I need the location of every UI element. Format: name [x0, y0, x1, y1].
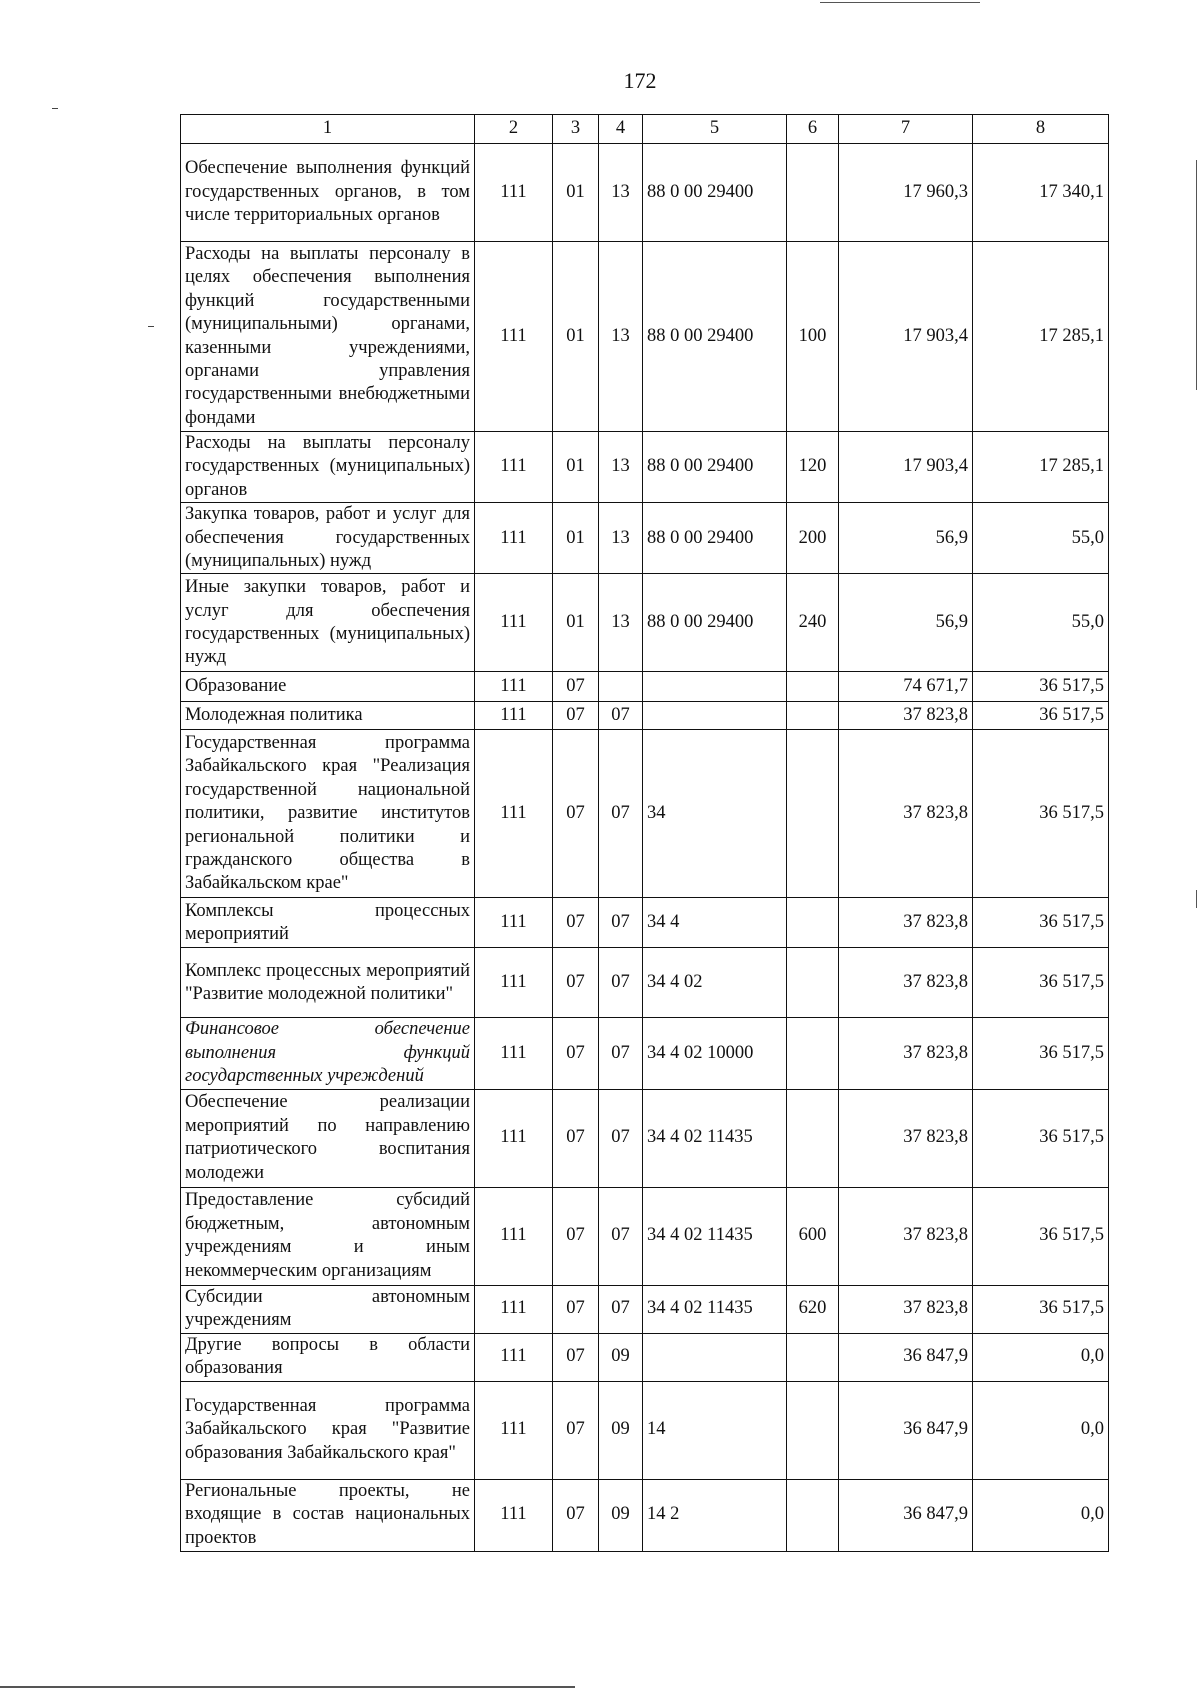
row-c2-cell: 111	[475, 1479, 553, 1551]
header-cell: 6	[787, 115, 839, 144]
header-cell: 4	[599, 115, 643, 144]
row-c3-cell: 07	[553, 948, 599, 1018]
scan-border-bottom	[0, 1686, 575, 1688]
row-c7-cell: 37 823,8	[839, 1089, 973, 1187]
row-c7-cell: 37 823,8	[839, 702, 973, 730]
row-c7-cell: 56,9	[839, 574, 973, 672]
scan-border-right	[1196, 160, 1197, 390]
row-c6-cell: 620	[787, 1285, 839, 1333]
table-row	[181, 1089, 1109, 1187]
row-name-cell: Комплекс процессных мероприятий "Развитие молодежной политики"	[181, 948, 475, 1018]
row-c8-cell: 55,0	[973, 503, 1109, 574]
row-c8-cell: 36 517,5	[973, 948, 1109, 1018]
row-c5-cell: 88 0 00 29400	[643, 503, 787, 574]
row-c2-cell: 111	[475, 898, 553, 948]
row-c6-cell	[787, 144, 839, 242]
row-c4-cell: 09	[599, 1479, 643, 1551]
row-c4-cell: 13	[599, 242, 643, 432]
row-c3-cell: 01	[553, 574, 599, 672]
row-c6-cell	[787, 1381, 839, 1479]
table-body	[181, 144, 1109, 1552]
row-c4-cell: 07	[599, 1089, 643, 1187]
row-name-cell: Обеспечение выполнения функций государственных органов, в том числе территориальных органов	[181, 144, 475, 242]
table-row	[181, 432, 1109, 503]
row-c3-cell: 07	[553, 1018, 599, 1089]
row-c4-cell: 13	[599, 574, 643, 672]
row-c4-cell: 07	[599, 730, 643, 898]
row-c4-cell: 07	[599, 898, 643, 948]
row-c7-cell: 37 823,8	[839, 1285, 973, 1333]
row-name-cell: Финансовое обеспечение выполнения функций государственных учреждений	[181, 1018, 475, 1089]
row-c5-cell	[643, 702, 787, 730]
row-c2-cell: 111	[475, 503, 553, 574]
row-c5-cell: 34 4 02 11435	[643, 1187, 787, 1285]
row-c4-cell: 07	[599, 702, 643, 730]
row-name-cell: Региональные проекты, не входящие в состав национальных проектов	[181, 1479, 475, 1551]
table-row	[181, 144, 1109, 242]
row-c7-cell: 37 823,8	[839, 898, 973, 948]
row-c6-cell	[787, 948, 839, 1018]
row-c2-cell: 111	[475, 432, 553, 503]
row-c6-cell	[787, 702, 839, 730]
row-c6-cell: 100	[787, 242, 839, 432]
row-c8-cell: 36 517,5	[973, 730, 1109, 898]
table-row	[181, 702, 1109, 730]
header-cell: 7	[839, 115, 973, 144]
row-name-cell: Субсидии автономным учреждениям	[181, 1285, 475, 1333]
row-c7-cell: 37 823,8	[839, 1187, 973, 1285]
table-row	[181, 1285, 1109, 1333]
table-row	[181, 948, 1109, 1018]
row-c2-cell: 111	[475, 1333, 553, 1381]
row-c5-cell: 88 0 00 29400	[643, 242, 787, 432]
header-cell: 1	[181, 115, 475, 144]
row-c6-cell	[787, 672, 839, 702]
row-c6-cell: 240	[787, 574, 839, 672]
row-c3-cell: 07	[553, 1089, 599, 1187]
row-c7-cell: 17 960,3	[839, 144, 973, 242]
scan-speck	[52, 108, 58, 109]
row-c7-cell: 36 847,9	[839, 1381, 973, 1479]
row-c8-cell: 17 340,1	[973, 144, 1109, 242]
row-c6-cell	[787, 1089, 839, 1187]
row-c7-cell: 37 823,8	[839, 948, 973, 1018]
row-name-cell: Государственная программа Забайкальского края "Развитие образования Забайкальского края"	[181, 1381, 475, 1479]
row-c4-cell: 09	[599, 1333, 643, 1381]
header-cell: 3	[553, 115, 599, 144]
row-c6-cell: 120	[787, 432, 839, 503]
budget-table	[180, 114, 1109, 1552]
row-c2-cell: 111	[475, 1089, 553, 1187]
row-c8-cell: 0,0	[973, 1479, 1109, 1551]
row-c3-cell: 01	[553, 144, 599, 242]
row-c8-cell: 0,0	[973, 1333, 1109, 1381]
scan-speck	[148, 326, 154, 327]
row-c3-cell: 07	[553, 672, 599, 702]
table-row	[181, 574, 1109, 672]
row-c4-cell: 07	[599, 1187, 643, 1285]
table-row	[181, 503, 1109, 574]
row-c5-cell: 34 4 02 11435	[643, 1089, 787, 1187]
row-name-cell: Иные закупки товаров, работ и услуг для обеспечения государственных (муниципальных) нужд	[181, 574, 475, 672]
row-c5-cell: 88 0 00 29400	[643, 144, 787, 242]
table-row	[181, 1018, 1109, 1089]
row-c5-cell: 14 2	[643, 1479, 787, 1551]
row-name-cell: Расходы на выплаты персоналу государственных (муниципальных) органов	[181, 432, 475, 503]
row-c3-cell: 07	[553, 702, 599, 730]
row-c5-cell: 88 0 00 29400	[643, 574, 787, 672]
table-row	[181, 242, 1109, 432]
row-name-cell: Предоставление субсидий бюджетным, автономным учреждениям и иным некоммерческим организациям	[181, 1187, 475, 1285]
row-c8-cell: 36 517,5	[973, 672, 1109, 702]
row-c4-cell: 07	[599, 948, 643, 1018]
row-c4-cell: 13	[599, 432, 643, 503]
header-cell: 5	[643, 115, 787, 144]
row-c7-cell: 37 823,8	[839, 1018, 973, 1089]
row-c5-cell	[643, 672, 787, 702]
row-c3-cell: 07	[553, 898, 599, 948]
row-c8-cell: 36 517,5	[973, 1018, 1109, 1089]
row-c7-cell: 36 847,9	[839, 1479, 973, 1551]
header-cell: 8	[973, 115, 1109, 144]
row-c7-cell: 17 903,4	[839, 432, 973, 503]
row-c6-cell	[787, 898, 839, 948]
row-c3-cell: 01	[553, 242, 599, 432]
row-name-cell: Закупка товаров, работ и услуг для обеспечения государственных (муниципальных) нужд	[181, 503, 475, 574]
row-c6-cell	[787, 1018, 839, 1089]
table-row	[181, 730, 1109, 898]
row-c8-cell: 36 517,5	[973, 702, 1109, 730]
row-c5-cell: 14	[643, 1381, 787, 1479]
row-name-cell: Расходы на выплаты персоналу в целях обеспечения выполнения функций государственными (муниципальными) органами, казенными учреждениями, органами управления государственными внебюджетными фондами	[181, 242, 475, 432]
row-c2-cell: 111	[475, 1381, 553, 1479]
row-c8-cell: 55,0	[973, 574, 1109, 672]
row-c3-cell: 07	[553, 1333, 599, 1381]
row-c8-cell: 0,0	[973, 1381, 1109, 1479]
table-row	[181, 1333, 1109, 1381]
row-c4-cell: 07	[599, 1285, 643, 1333]
row-c7-cell: 37 823,8	[839, 730, 973, 898]
row-name-cell: Другие вопросы в области образования	[181, 1333, 475, 1381]
row-c4-cell: 13	[599, 503, 643, 574]
row-c3-cell: 07	[553, 1479, 599, 1551]
row-c2-cell: 111	[475, 702, 553, 730]
row-c3-cell: 07	[553, 1187, 599, 1285]
row-c2-cell: 111	[475, 574, 553, 672]
table-row	[181, 1479, 1109, 1551]
row-c7-cell: 17 903,4	[839, 242, 973, 432]
row-c8-cell: 36 517,5	[973, 898, 1109, 948]
row-c6-cell	[787, 1333, 839, 1381]
row-c6-cell	[787, 1479, 839, 1551]
table-row	[181, 1381, 1109, 1479]
row-c2-cell: 111	[475, 730, 553, 898]
row-c2-cell: 111	[475, 672, 553, 702]
row-c3-cell: 01	[553, 432, 599, 503]
row-c2-cell: 111	[475, 144, 553, 242]
row-c8-cell: 36 517,5	[973, 1089, 1109, 1187]
row-c5-cell: 88 0 00 29400	[643, 432, 787, 503]
table-row	[181, 1187, 1109, 1285]
row-c5-cell	[643, 1333, 787, 1381]
row-c2-cell: 111	[475, 1187, 553, 1285]
row-c2-cell: 111	[475, 242, 553, 432]
row-c6-cell	[787, 730, 839, 898]
row-c8-cell: 36 517,5	[973, 1285, 1109, 1333]
row-c6-cell: 200	[787, 503, 839, 574]
row-name-cell: Молодежная политика	[181, 702, 475, 730]
row-c3-cell: 01	[553, 503, 599, 574]
table-row	[181, 898, 1109, 948]
row-c6-cell: 600	[787, 1187, 839, 1285]
row-c5-cell: 34 4 02 11435	[643, 1285, 787, 1333]
header-row	[181, 115, 1109, 144]
row-c5-cell: 34 4	[643, 898, 787, 948]
row-c7-cell: 74 671,7	[839, 672, 973, 702]
row-c4-cell: 07	[599, 1018, 643, 1089]
row-c4-cell	[599, 672, 643, 702]
header-cell: 2	[475, 115, 553, 144]
row-c3-cell: 07	[553, 730, 599, 898]
row-c4-cell: 09	[599, 1381, 643, 1479]
row-c3-cell: 07	[553, 1285, 599, 1333]
row-name-cell: Образование	[181, 672, 475, 702]
row-c2-cell: 111	[475, 948, 553, 1018]
row-c8-cell: 36 517,5	[973, 1187, 1109, 1285]
row-c3-cell: 07	[553, 1381, 599, 1479]
row-c5-cell: 34 4 02 10000	[643, 1018, 787, 1089]
table-row	[181, 672, 1109, 702]
row-c4-cell: 13	[599, 144, 643, 242]
page-number: 172	[623, 68, 657, 93]
scan-border-right-lower	[1196, 890, 1197, 908]
row-c8-cell: 17 285,1	[973, 432, 1109, 503]
row-name-cell: Обеспечение реализации мероприятий по направлению патриотического воспитания молодежи	[181, 1089, 475, 1187]
row-c5-cell: 34	[643, 730, 787, 898]
row-c5-cell: 34 4 02	[643, 948, 787, 1018]
row-c7-cell: 36 847,9	[839, 1333, 973, 1381]
row-name-cell: Комплексы процессных мероприятий	[181, 898, 475, 948]
row-name-cell: Государственная программа Забайкальского края "Реализация государственной национальной политики, развитие институтов региональной политики и гражданского общества в Забайкальском крае"	[181, 730, 475, 898]
row-c8-cell: 17 285,1	[973, 242, 1109, 432]
row-c2-cell: 111	[475, 1285, 553, 1333]
row-c7-cell: 56,9	[839, 503, 973, 574]
row-c2-cell: 111	[475, 1018, 553, 1089]
scan-border-top	[820, 2, 980, 3]
